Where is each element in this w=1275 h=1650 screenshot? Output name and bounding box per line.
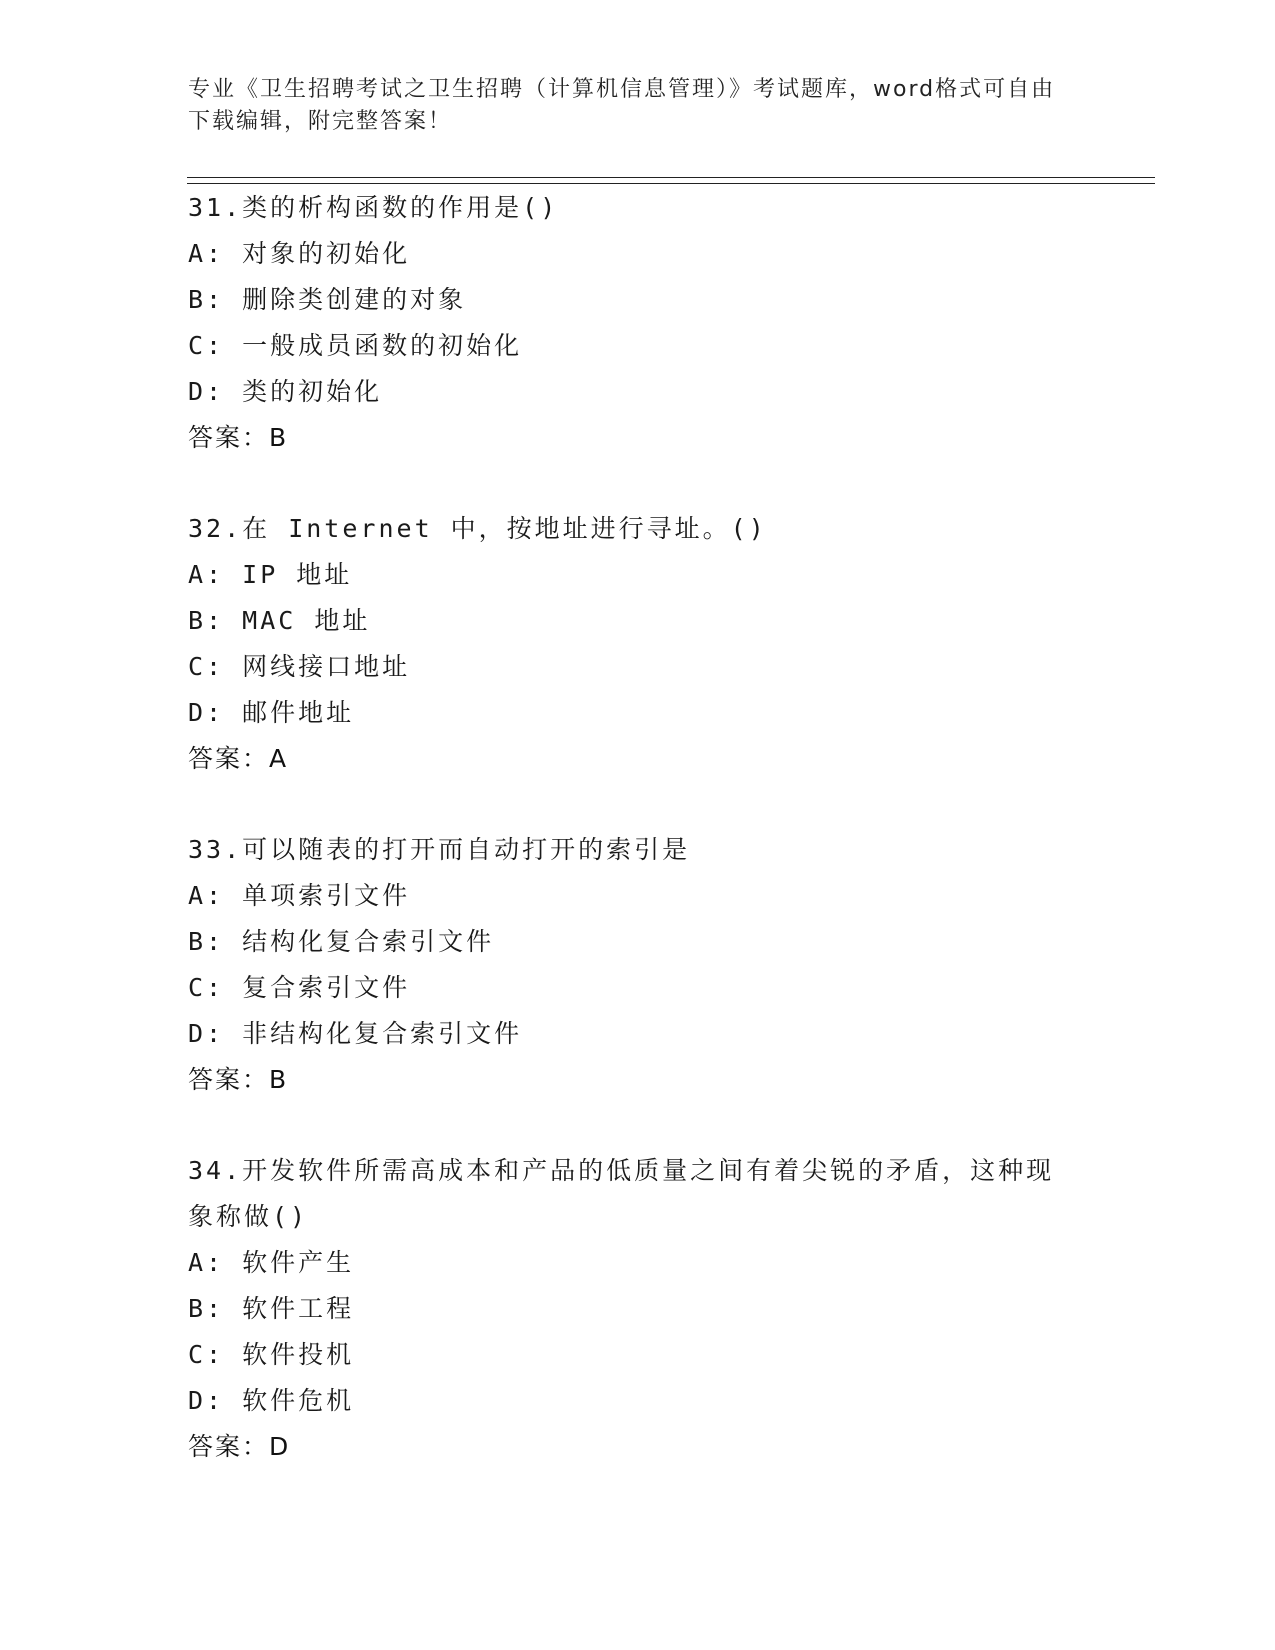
question-stem: 31.类的析构函数的作用是() <box>188 193 559 222</box>
question-34 <box>188 1148 1088 1470</box>
answer-label: 答案：D <box>188 1432 291 1461</box>
answer-label: 答案：A <box>188 744 289 773</box>
option-d: D: 软件危机 <box>188 1386 355 1415</box>
header-divider-bottom <box>187 183 1155 184</box>
option-a: A: 对象的初始化 <box>188 239 411 268</box>
question-stem: 34.开发软件所需高成本和产品的低质量之间有着尖锐的矛盾，这种现象称做() <box>188 1156 1055 1231</box>
answer-label: 答案：B <box>188 423 289 452</box>
question-32 <box>188 506 1088 782</box>
option-b: B: 删除类创建的对象 <box>188 285 467 314</box>
option-a: A: IP 地址 <box>188 560 353 589</box>
answer-label: 答案：B <box>188 1065 289 1094</box>
question-stem: 32.在 Internet 中，按地址进行寻址。() <box>188 514 767 543</box>
option-c: C: 软件投机 <box>188 1340 355 1369</box>
option-c: C: 网线接口地址 <box>188 652 411 681</box>
option-d: D: 邮件地址 <box>188 698 355 727</box>
option-b: B: 软件工程 <box>188 1294 355 1323</box>
option-a: A: 单项索引文件 <box>188 881 411 910</box>
question-33 <box>188 827 1088 1103</box>
question-stem: 33.可以随表的打开而自动打开的索引是 <box>188 835 691 864</box>
option-c: C: 复合索引文件 <box>188 973 411 1002</box>
option-a: A: 软件产生 <box>188 1248 355 1277</box>
option-d: D: 类的初始化 <box>188 377 383 406</box>
question-31 <box>188 185 1088 461</box>
option-c: C: 一般成员函数的初始化 <box>188 331 523 360</box>
header-divider-top <box>187 177 1155 178</box>
document-intro: 专业《卫生招聘考试之卫生招聘（计算机信息管理）》考试题库，word格式可自由下载编辑，附完整答案！ <box>188 77 1056 134</box>
option-b: B: 结构化复合索引文件 <box>188 927 495 956</box>
option-d: D: 非结构化复合索引文件 <box>188 1019 523 1048</box>
option-b: B: MAC 地址 <box>188 606 371 635</box>
